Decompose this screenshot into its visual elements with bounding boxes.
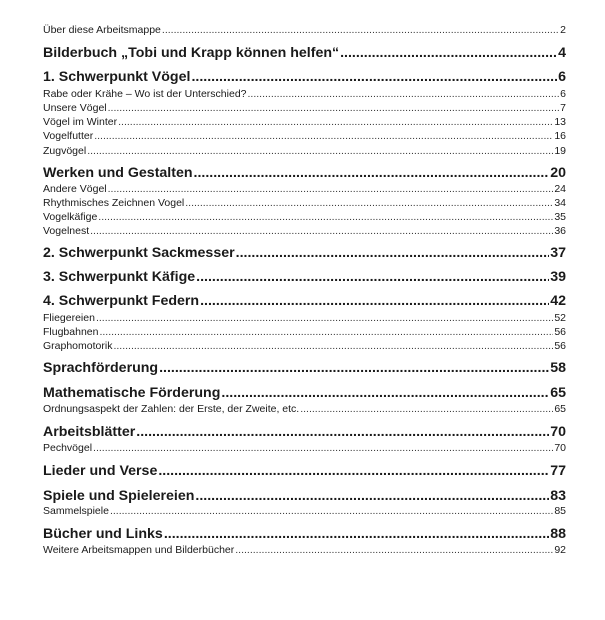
toc-entry-page: 56	[554, 326, 566, 338]
toc-heading-page: 77	[550, 463, 566, 479]
dot-leader	[194, 165, 550, 182]
toc-heading-page: 58	[550, 360, 566, 376]
toc-entry-page: 2	[560, 24, 566, 36]
dot-leader	[158, 463, 549, 480]
toc-heading-title: Bücher und Links	[43, 526, 163, 542]
dot-leader	[99, 326, 553, 338]
toc-heading-page: 4	[558, 45, 566, 61]
toc-heading-page: 88	[550, 526, 566, 542]
toc-entry	[43, 505, 566, 517]
toc-entry-title: Rhythmisches Zeichnen Vogel	[43, 197, 185, 209]
toc-entry-page: 7	[560, 102, 566, 114]
toc-entry-page: 92	[554, 544, 566, 556]
toc-entry	[43, 326, 566, 338]
toc-entry	[43, 340, 566, 352]
toc-heading-title: 4. Schwerpunkt Federn	[43, 293, 200, 309]
toc-entry-title: Graphomotorik	[43, 340, 113, 352]
toc-entry	[43, 197, 566, 209]
toc-heading-page: 83	[550, 488, 566, 504]
toc-heading-title: 3. Schwerpunkt Käfige	[43, 269, 196, 285]
toc-heading-page: 20	[550, 165, 566, 181]
dot-leader	[185, 197, 553, 209]
toc-entry	[43, 116, 566, 128]
dot-leader	[96, 312, 553, 324]
toc-entry-title: Flugbahnen	[43, 326, 99, 338]
toc-entry-title: Vogelfutter	[43, 130, 94, 142]
toc-heading-title: Bilderbuch „Tobi und Krapp können helfen“	[43, 45, 340, 61]
toc-entry	[43, 442, 566, 454]
toc-heading-title: 1. Schwerpunkt Vögel	[43, 69, 191, 85]
toc-heading	[43, 360, 566, 377]
toc-entry	[43, 544, 566, 556]
toc-entry-title: Vogelnest	[43, 225, 90, 237]
toc-entry-page: 34	[554, 197, 566, 209]
toc-entry-title: Unsere Vögel	[43, 102, 107, 114]
toc-heading	[43, 293, 566, 310]
dot-leader	[300, 403, 553, 415]
toc-heading-page: 65	[550, 385, 566, 401]
toc-entry	[43, 225, 566, 237]
toc-heading	[43, 45, 566, 62]
toc-heading-title: Mathematische Förderung	[43, 385, 221, 401]
toc-entry	[43, 102, 566, 114]
toc-entry	[43, 183, 566, 195]
dot-leader	[191, 69, 557, 86]
dot-leader	[200, 293, 549, 310]
dot-leader	[87, 145, 553, 157]
toc-entry	[43, 130, 566, 142]
toc-entry-title: Pechvögel	[43, 442, 93, 454]
toc-entry-page: 6	[560, 88, 566, 100]
dot-leader	[164, 526, 549, 543]
toc-heading-title: Spiele und Spielereien	[43, 488, 195, 504]
toc-heading	[43, 526, 566, 543]
toc-entry-title: Sammelspiele	[43, 505, 109, 517]
dot-leader	[236, 245, 550, 262]
toc-entry-title: Zugvögel	[43, 145, 87, 157]
toc-entry	[43, 145, 566, 157]
dot-leader	[162, 24, 559, 36]
toc-heading-page: 37	[550, 245, 566, 261]
toc-heading	[43, 424, 566, 441]
toc-heading-page: 6	[558, 69, 566, 85]
dot-leader	[136, 424, 549, 441]
toc-entry	[43, 211, 566, 223]
toc-heading-title: Werken und Gestalten	[43, 165, 193, 181]
toc-entry-title: Fliegereien	[43, 312, 95, 324]
toc-entry-page: 16	[554, 130, 566, 142]
dot-leader	[98, 211, 553, 223]
toc-entry-title: Vogelkäfige	[43, 211, 98, 223]
toc-heading	[43, 488, 566, 505]
toc-entry-title: Über diese Arbeitsmappe	[43, 24, 161, 36]
toc-heading	[43, 269, 566, 286]
toc-entry	[43, 403, 566, 415]
toc-entry-page: 36	[554, 225, 566, 237]
dot-leader	[110, 505, 553, 517]
toc-heading-title: 2. Schwerpunkt Sackmesser	[43, 245, 235, 261]
toc-heading-page: 39	[550, 269, 566, 285]
toc-heading	[43, 69, 566, 86]
toc-entry-title: Andere Vögel	[43, 183, 107, 195]
toc-heading-title: Lieder und Verse	[43, 463, 158, 479]
toc-heading	[43, 385, 566, 402]
dot-leader	[90, 225, 553, 237]
toc-heading	[43, 165, 566, 182]
toc-heading	[43, 463, 566, 480]
toc-entry-page: 13	[554, 116, 566, 128]
dot-leader	[159, 360, 549, 377]
toc-entry	[43, 24, 566, 36]
toc-heading-title: Arbeitsblätter	[43, 424, 136, 440]
dot-leader	[221, 385, 549, 402]
toc-entry-title: Weitere Arbeitsmappen und Bilderbücher	[43, 544, 235, 556]
dot-leader	[93, 442, 553, 454]
toc-entry-title: Vögel im Winter	[43, 116, 118, 128]
dot-leader	[195, 488, 549, 505]
toc-entry-page: 52	[554, 312, 566, 324]
toc-entry-page: 35	[554, 211, 566, 223]
toc-heading-title: Sprachförderung	[43, 360, 159, 376]
dot-leader	[235, 544, 553, 556]
toc-entry-page: 65	[554, 403, 566, 415]
dot-leader	[108, 102, 560, 114]
toc-entry-page: 19	[554, 145, 566, 157]
toc-entry	[43, 88, 566, 100]
dot-leader	[108, 183, 554, 195]
toc-entry-page: 85	[554, 505, 566, 517]
dot-leader	[113, 340, 553, 352]
dot-leader	[118, 116, 553, 128]
toc-heading-page: 42	[550, 293, 566, 309]
toc-entry-title: Ordnungsaspekt der Zahlen: der Erste, der Zweite, etc.	[43, 403, 300, 415]
dot-leader	[340, 45, 557, 62]
toc-entry-title: Rabe oder Krähe – Wo ist der Unterschied?	[43, 88, 247, 100]
toc-entry	[43, 312, 566, 324]
dot-leader	[94, 130, 553, 142]
toc-entry-page: 24	[554, 183, 566, 195]
dot-leader	[196, 269, 549, 286]
toc-heading-page: 70	[550, 424, 566, 440]
toc-heading	[43, 245, 566, 262]
toc-entry-page: 70	[554, 442, 566, 454]
toc-entry-page: 56	[554, 340, 566, 352]
dot-leader	[248, 88, 560, 100]
